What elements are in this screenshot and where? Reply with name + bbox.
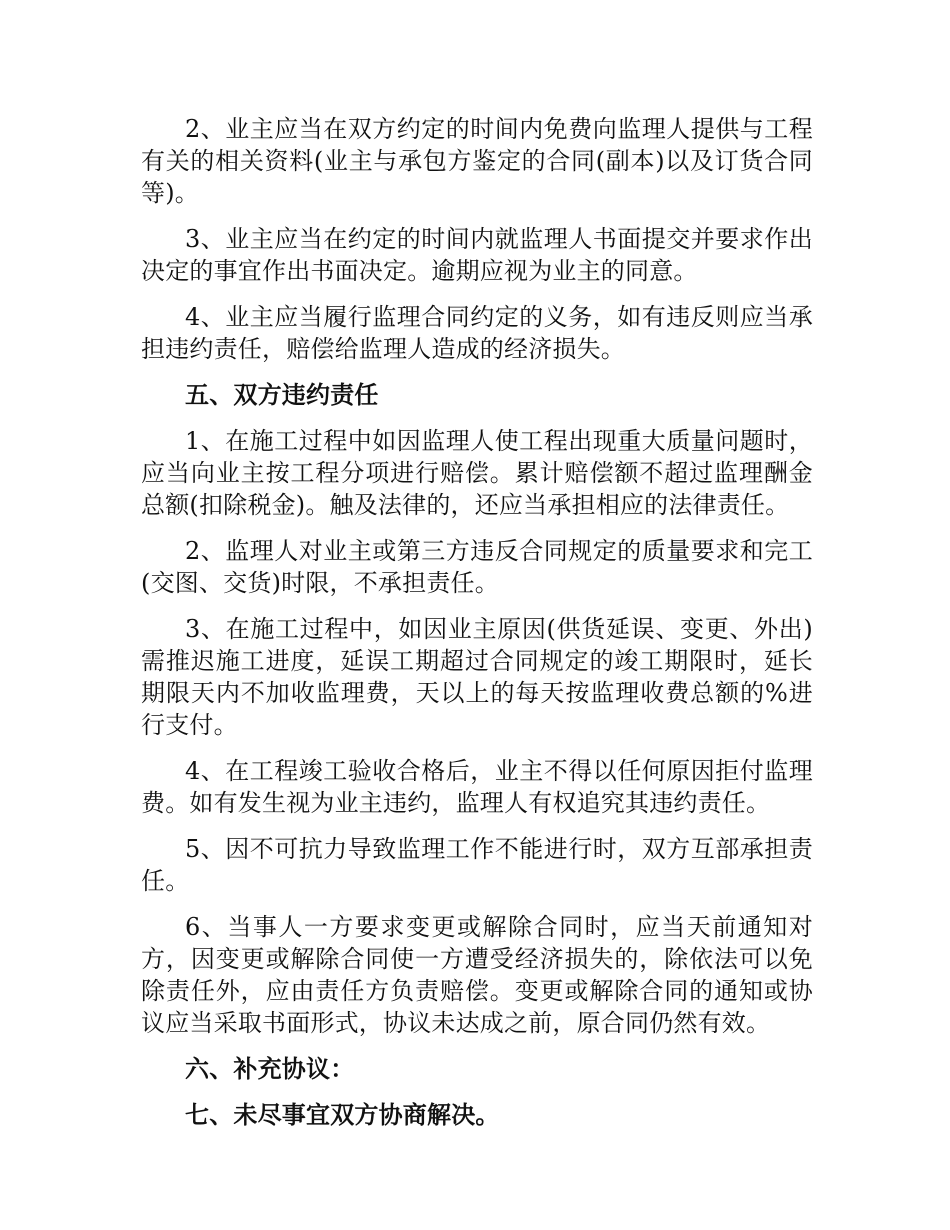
clause-owner-provide-materials: 2、业主应当在双方约定的时间内免费向监理人提供与工程有关的相关资料(业主与承包方鉴定的合同(副本)以及订货合同等)。 xyxy=(141,115,813,207)
clause-delay-supervision-fee: 3、在施工过程中，如因业主原因(供货延误、变更、外出)需推迟施工进度，延误工期超过合同规定的竣工期限时，延长期限天内不加收监理费，天以上的每天按监理收费总额的%进行支付。 xyxy=(141,615,813,739)
clause-supervisor-quality-compensation: 1、在施工过程中如因监理人使工程出现重大质量问题时，应当向业主按工程分项进行赔偿。累计赔偿额不超过监理酬金总额(扣除税金)。触及法律的，还应当承担相应的法律责任。 xyxy=(141,427,813,519)
section-heading-supplementary-agreement: 六、补充协议： xyxy=(185,1055,355,1083)
section-heading-breach-liability: 五、双方违约责任 xyxy=(185,381,379,409)
clause-supervisor-no-liability: 2、监理人对业主或第三方违反合同规定的质量要求和完工(交图、交货)时限，不承担责任。 xyxy=(141,537,813,597)
clause-force-majeure: 5、因不可抗力导致监理工作不能进行时，双方互部承担责任。 xyxy=(141,835,813,895)
clause-owner-fulfill-obligations: 4、业主应当履行监理合同约定的义务，如有违反则应当承担违约责任，赔偿给监理人造成的经济损失。 xyxy=(141,303,813,363)
clause-no-refusal-of-fee: 4、在工程竣工验收合格后，业主不得以任何原因拒付监理费。如有发生视为业主违约，监理人有权追究其违约责任。 xyxy=(141,757,813,817)
document-body xyxy=(141,113,813,1145)
clause-contract-change-termination: 6、当事人一方要求变更或解除合同时，应当天前通知对方，因变更或解除合同使一方遭受经济损失的，除依法可以免除责任外，应由责任方负责赔偿。变更或解除合同的通知或协议应当采取书面形式，协议未达成之前，原合同仍然有效。 xyxy=(141,913,813,1037)
section-heading-unresolved-matters: 七、未尽事宜双方协商解决。 xyxy=(185,1101,500,1129)
clause-owner-written-decision: 3、业主应当在约定的时间内就监理人书面提交并要求作出决定的事宜作出书面决定。逾期应视为业主的同意。 xyxy=(141,225,813,285)
